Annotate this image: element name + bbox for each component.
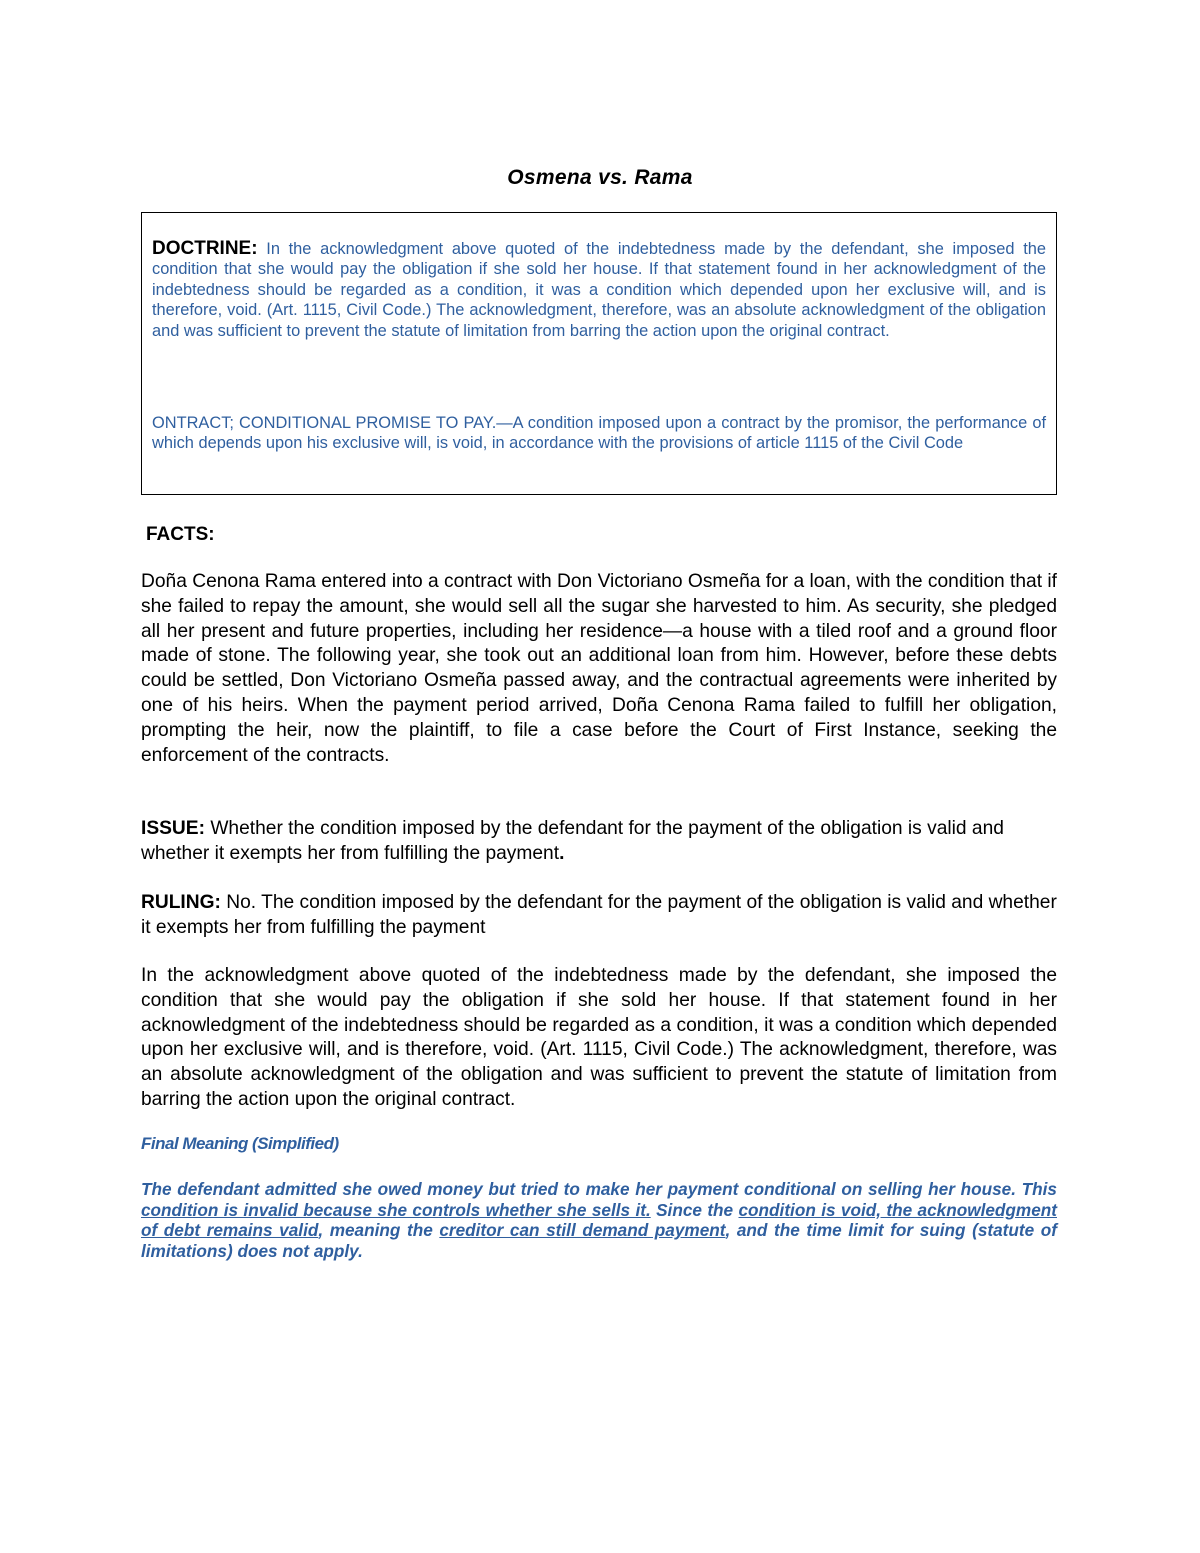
- case-title: Osmena vs. Rama: [507, 166, 693, 189]
- doctrine-label: DOCTRINE:: [152, 238, 258, 259]
- doctrine-syllabus: ONTRACT; CONDITIONAL PROMISE TO PAY.—A condition imposed upon a contract by the promisor, the performance of which depends upon his exclusive will, is void, in accordance with the provisions of article 1115 of the Civil Code: [152, 414, 1046, 453]
- simplified-text-4: , and the time limit for suing (statute of limitations) does not apply.: [141, 1220, 1057, 1261]
- ruling-body-paragraph: In the acknowledgment above quoted of the indebtedness made by the defendant, she imposed the condition that she would pay the obligation if she sold her house. If that statement found in her acknowledgment of the indebtedness should be regarded as a condition, it was a condition which depended upon her exclusive will, and is therefore, void. (Art. 1115, Civil Code.) The acknowledgment, therefore, was an absolute acknowledgment of the obligation and was sufficient to prevent the statute of limitation from barring the action upon the original contract.: [141, 965, 1057, 1110]
- facts-heading: FACTS:: [146, 524, 215, 545]
- facts-paragraph: Doña Cenona Rama entered into a contract with Don Victoriano Osmeña for a loan, with the condition that if she failed to repay the amount, she would sell all the sugar she harvested to him. As security, she pledged all her present and future properties, including her residence—a house with a tiled roof and a ground floor made of stone. The following year, she took out an additional loan from him. However, before these debts could be settled, Don Victoriano Osmeña passed away, and the contractual agreements were inherited by one of his heirs. When the payment period arrived, Doña Cenona Rama failed to fulfill her obligation, prompting the heir, now the plaintiff, to file a case before the Court of First Instance, seeking the enforcement of the contracts.: [141, 571, 1057, 766]
- ruling-text: No. The condition imposed by the defendant for the payment of the obligation is valid and whether it exempts her from fulfilling the payment: [141, 892, 1057, 938]
- ruling-paragraph: [141, 891, 1057, 941]
- simplified-text-2: Since the: [650, 1199, 739, 1220]
- issue-label: ISSUE:: [141, 818, 205, 839]
- simplified-underline-2: condition is void, the acknowledgment of debt remains valid: [141, 1199, 1057, 1241]
- simplified-underline-3: creditor can still demand payment: [439, 1220, 726, 1241]
- simplified-text-3: , meaning the: [318, 1220, 440, 1241]
- simplified-paragraph: [141, 1179, 1057, 1261]
- doctrine-box: [141, 212, 1057, 495]
- issue-end: .: [559, 842, 565, 864]
- issue-text: Whether the condition imposed by the defendant for the payment of the obligation is valid and whether it exempts her from fulfilling the payment: [141, 818, 1004, 864]
- issue-paragraph: [141, 817, 1057, 867]
- ruling-label: RULING:: [141, 892, 221, 913]
- simplified-text-1: The defendant admitted she owed money but tried to make her payment conditional on selling her house. This: [141, 1179, 1057, 1199]
- simplified-heading: Final Meaning (Simplified): [141, 1134, 339, 1153]
- doctrine-paragraph: [152, 239, 1046, 341]
- doctrine-text: In the acknowledgment above quoted of the indebtedness made by the defendant, she imposed the condition that she would pay the obligation if she sold her house. If that statement found in her acknowledgment of the indebtedness should be regarded as a condition, it was a condition which depended upon her exclusive will, and is therefore, void. (Art. 1115, Civil Code.) The acknowledgment, therefore, was an absolute acknowledgment of the obligation and was sufficient to prevent the statute of limitation from barring the action upon the original contract.: [152, 240, 1046, 340]
- simplified-underline-1: condition is invalid because she controls whether she sells it.: [141, 1199, 651, 1220]
